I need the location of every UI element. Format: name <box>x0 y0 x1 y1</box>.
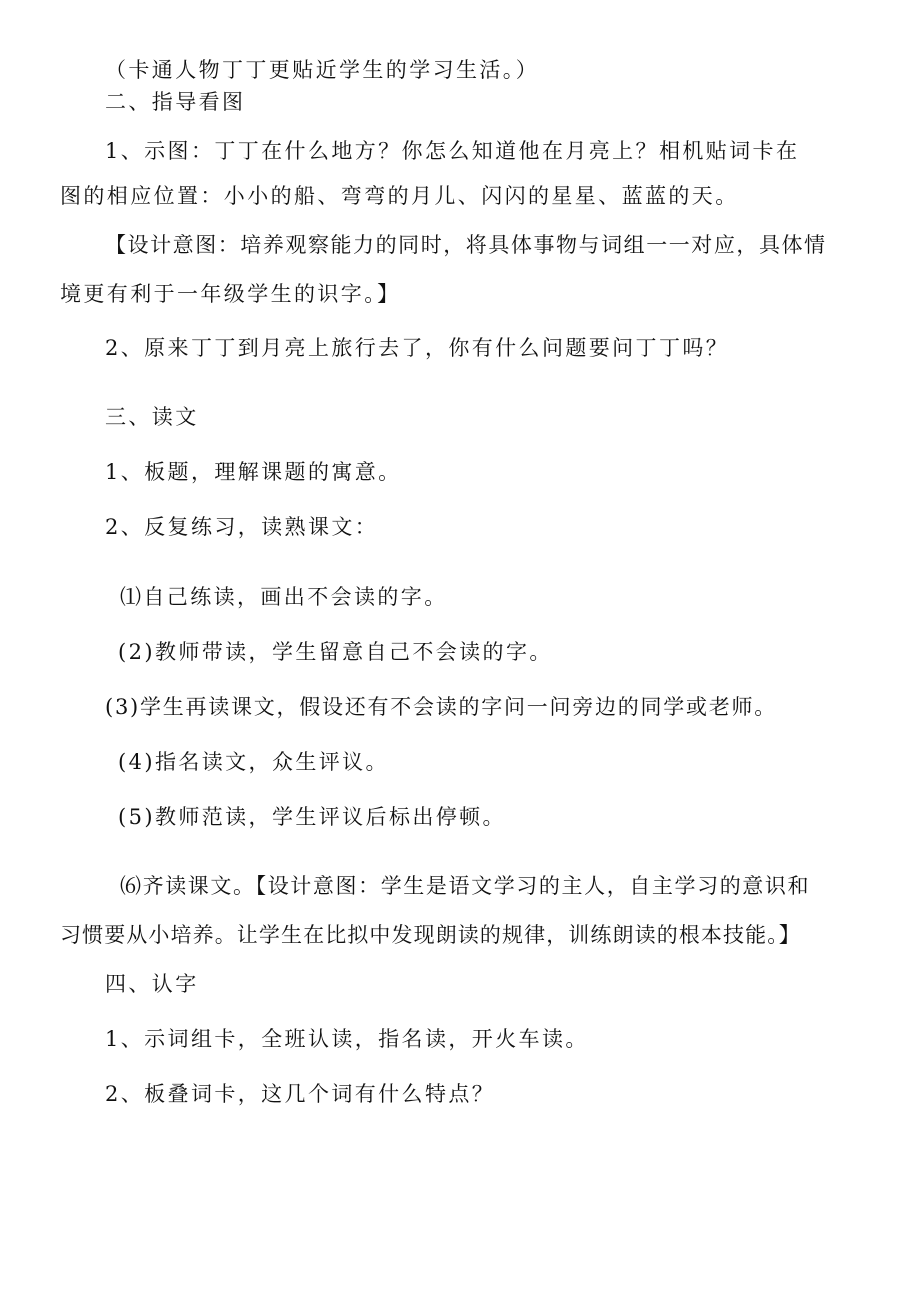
step-1-show-picture: 1、示图：丁丁在什么地方？你怎么知道他在月亮上？相机贴词卡在 <box>105 139 800 163</box>
section-heading-read-text: 三、读文 <box>105 405 199 429</box>
step-1-word-cards: 1、示词组卡，全班认读，指名读，开火车读。 <box>105 1027 589 1051</box>
section-heading-guide-picture: 二、指导看图 <box>105 90 246 114</box>
substep-5-model-reading: (5)教师范读，学生评议后标出停顿。 <box>118 805 506 829</box>
design-intent-1-cont: 境更有利于一年级学生的识字。】 <box>60 282 401 306</box>
step-1-show-picture-cont: 图的相应位置：小小的船、弯弯的月儿、闪闪的星星、蓝蓝的天。 <box>60 184 739 208</box>
substep-3-student-reread: (3)学生再读课文，假设还有不会读的字问一问旁边的同学或老师。 <box>105 695 777 719</box>
step-1-board-title: 1、板题，理解课题的寓意。 <box>105 460 402 484</box>
substep-1-self-read: ⑴自己练读，画出不会读的字。 <box>120 585 448 609</box>
step-2-repeated-practice: 2、反复练习，读熟课文： <box>105 515 379 539</box>
substep-4-named-reading: (4)指名读文，众生评议。 <box>118 750 389 774</box>
substep-6-choral-reading: ⑹齐读课文。【设计意图：学生是语文学习的主人，自主学习的意识和 <box>120 874 811 898</box>
paragraph-cartoon-note: （卡通人物丁丁更贴近学生的学习生活。） <box>105 58 540 82</box>
section-heading-recognize-characters: 四、认字 <box>105 972 199 996</box>
substep-2-teacher-lead: (2)教师带读，学生留意自己不会读的字。 <box>118 640 553 664</box>
step-2-question: 2、原来丁丁到月亮上旅行去了，你有什么问题要问丁丁吗？ <box>105 336 730 360</box>
design-intent-1: 【设计意图：培养观察能力的同时，将具体事物与词组一一对应，具体情 <box>105 233 827 257</box>
step-2-reduplicated-words: 2、板叠词卡，这几个词有什么特点？ <box>105 1082 496 1106</box>
substep-6-choral-reading-cont: 习惯要从小培养。让学生在比拟中发现朗读的规律，训练朗读的根本技能。】 <box>60 923 801 947</box>
